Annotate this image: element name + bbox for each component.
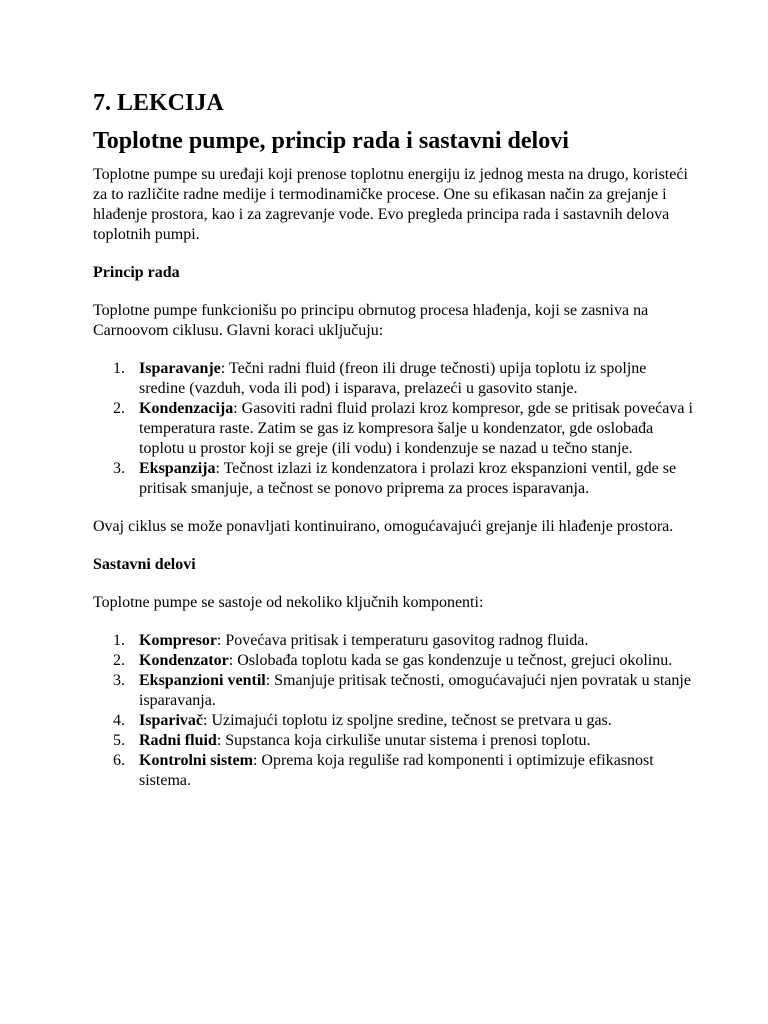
document-page — [93, 88, 693, 791]
list-term: Kompresor — [139, 632, 217, 649]
list-item — [93, 751, 693, 791]
list-number: 2. — [113, 400, 125, 417]
list-term: Isparavanje — [139, 360, 221, 377]
list-term: Ekspanzija — [139, 460, 216, 477]
intro-paragraph: Toplotne pumpe su uređaji koji prenose toplotnu energiju iz jednog mesta na drugo, koristeći za to različite radne medije i termodinamičke procese. One su efikasan način za grejanje i hlađenje prostora, kao i za zagrevanje vode. Evo pregleda principa rada i sastavnih delova toplotnih pumpi. — [93, 166, 688, 243]
list-description: : Supstanca koja cirkuliše unutar sistema i prenosi toplotu. — [216, 732, 591, 749]
list-term: Ekspanzioni ventil — [139, 672, 266, 689]
list-term: Radni fluid — [139, 732, 217, 749]
list-number: 1. — [113, 632, 125, 649]
principle-paragraph: Toplotne pumpe funkcionišu po principu obrnutog procesa hlađenja, koji se zasniva na Carnoovom ciklusu. Glavni koraci uključuju: — [93, 302, 649, 339]
list-item — [93, 459, 693, 499]
list-description: : Oprema koja reguliše rad komponenti i optimizuje efikasnost sistema. — [139, 752, 654, 789]
list-term: Kontrolni sistem — [139, 752, 253, 769]
list-number: 4. — [113, 712, 125, 729]
list-number: 1. — [113, 360, 125, 377]
lesson-heading: 7. LEKCIJA — [93, 90, 224, 116]
page-title: Toplotne pumpe, princip rada i sastavni delovi — [93, 128, 569, 154]
list-description: : Uzimajući toplotu iz spoljne sredine, tečnost se pretvara u gas. — [203, 712, 612, 729]
list-number: 6. — [113, 752, 125, 769]
list-description: : Tečnost izlazi iz kondenzatora i prolazi kroz ekspanzioni ventil, gde se pritisak smanjuje, a tečnost se ponovo priprema za proces isparavanja. — [139, 460, 677, 497]
list-item — [93, 711, 693, 731]
list-item — [93, 399, 693, 459]
list-description: : Oslobađa toplotu kada se gas kondenzuje u tečnost, grejuci okolinu. — [228, 652, 673, 669]
list-term: Kondenzator — [139, 652, 229, 669]
list-description: : Tečni radni fluid (freon ili druge tečnosti) upija toplotu iz spoljne sredine (vazduh, voda ili pod) i isparava, prelazeći u gasovito stanje. — [139, 360, 647, 397]
list-term: Isparivač — [139, 712, 203, 729]
list-description: : Gasoviti radni fluid prolazi kroz kompresor, gde se pritisak povećava i temperatura raste. Zatim se gas iz kompresora šalje u kondenzator, gde oslobađa toplotu u prostor koji se greje (ili vodu) i kondenzuje se nazad u tečno stanje. — [139, 400, 693, 457]
list-item — [93, 731, 693, 751]
cycle-paragraph: Ovaj ciklus se može ponavljati kontinuirano, omogućavajući grejanje ili hlađenje prostora. — [93, 518, 674, 535]
principle-heading: Princip rada — [93, 264, 180, 281]
list-item — [93, 359, 693, 399]
list-number: 3. — [113, 672, 125, 689]
components-heading: Sastavni delovi — [93, 556, 196, 573]
list-description: : Povećava pritisak i temperaturu gasovitog radnog fluida. — [216, 632, 589, 649]
list-item — [93, 631, 693, 651]
list-term: Kondenzacija — [139, 400, 234, 417]
list-number: 5. — [113, 732, 125, 749]
list-number: 2. — [113, 652, 125, 669]
components-paragraph: Toplotne pumpe se sastoje od nekoliko ključnih komponenti: — [93, 594, 484, 611]
principle-steps-list — [93, 359, 693, 499]
list-number: 3. — [113, 460, 125, 477]
list-item — [93, 651, 693, 671]
list-item — [93, 671, 693, 711]
list-description: : Smanjuje pritisak tečnosti, omogućavajući njen povratak u stanje isparavanja. — [139, 672, 691, 709]
components-list — [93, 631, 693, 791]
